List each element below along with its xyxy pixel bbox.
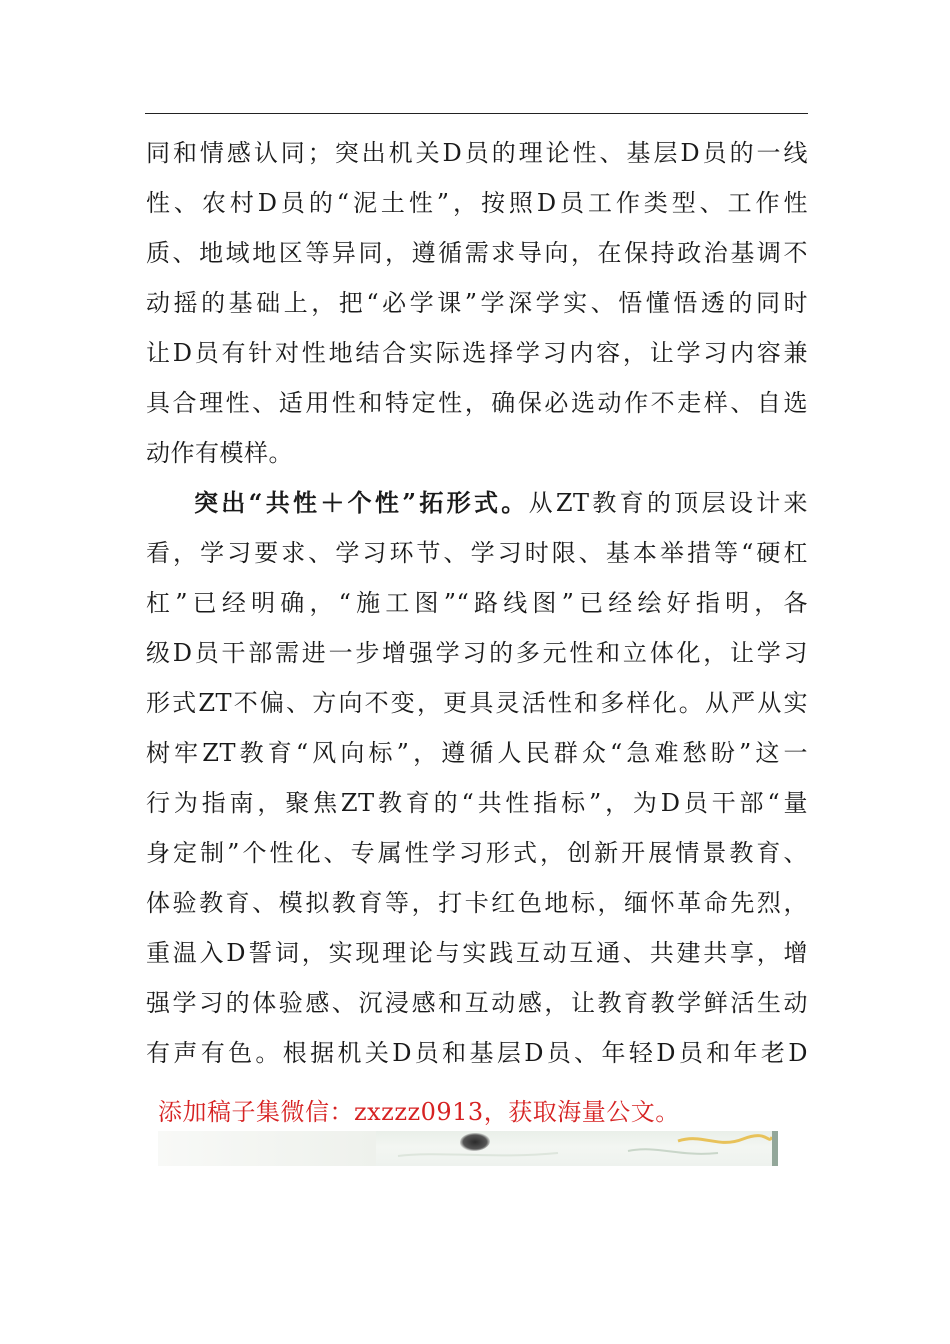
text-line: 级D员干部需进一步增强学习的多元性和立体化，让学习 xyxy=(146,639,808,667)
decorative-banner xyxy=(158,1131,778,1166)
paragraph-first-line xyxy=(146,478,808,528)
text-line: 杠”已经明确，“施工图”“路线图”已经绘好指明，各 xyxy=(146,589,808,617)
banner-right-edge xyxy=(772,1131,778,1166)
text-line: 同和情感认同；突出机关D员的理论性、基层D员的一线 xyxy=(146,139,808,167)
text-line: 性、农村D员的“泥土性”，按照D员工作类型、工作性 xyxy=(146,189,808,217)
text-line: 看，学习要求、学习环节、学习时限、基本举措等“硬杠 xyxy=(146,539,808,567)
text-line: 质、地域地区等异同，遵循需求导向，在保持政治基调不 xyxy=(146,239,808,267)
text-line: 强学习的体验感、沉浸感和互动感，让教育教学鲜活生动 xyxy=(146,989,808,1017)
text-line: 树牢ZT教育“风向标”，遵循人民群众“急难愁盼”这一 xyxy=(146,739,808,767)
paragraph-heading: 突出“共性＋个性”拓形式。 xyxy=(194,488,529,517)
text-line: 身定制”个性化、专属性学习形式，创新开展情景教育、 xyxy=(146,839,808,867)
text-line: 重温入D誓词，实现理论与实践互动互通、共建共享，增 xyxy=(146,939,808,967)
text-line: 有声有色。根据机关D员和基层D员、年轻D员和年老D xyxy=(146,1039,808,1067)
text-line: 让D员有针对性地结合实际选择学习内容，让学习内容兼 xyxy=(146,339,808,367)
header-rule xyxy=(145,113,808,114)
text-line: 动作有模样。 xyxy=(146,439,293,467)
text-line: 具合理性、适用性和特定性，确保必选动作不走样、自选 xyxy=(146,389,808,417)
promo-text: 添加稿子集微信：zxzzz0913，获取海量公文。 xyxy=(158,1098,680,1126)
paragraph-lead-text: 从ZT教育的顶层设计来 xyxy=(528,489,809,517)
text-line: 体验教育、模拟教育等，打卡红色地标，缅怀革命先烈， xyxy=(146,889,808,917)
document-body xyxy=(146,128,808,1078)
text-line: 形式ZT不偏、方向不变，更具灵活性和多样化。从严从实 xyxy=(146,689,808,717)
text-line: 动摇的基础上，把“必学课”学深学实、悟懂悟透的同时 xyxy=(146,289,808,317)
text-line: 行为指南，聚焦ZT教育的“共性指标”，为D员干部“量 xyxy=(146,789,808,817)
